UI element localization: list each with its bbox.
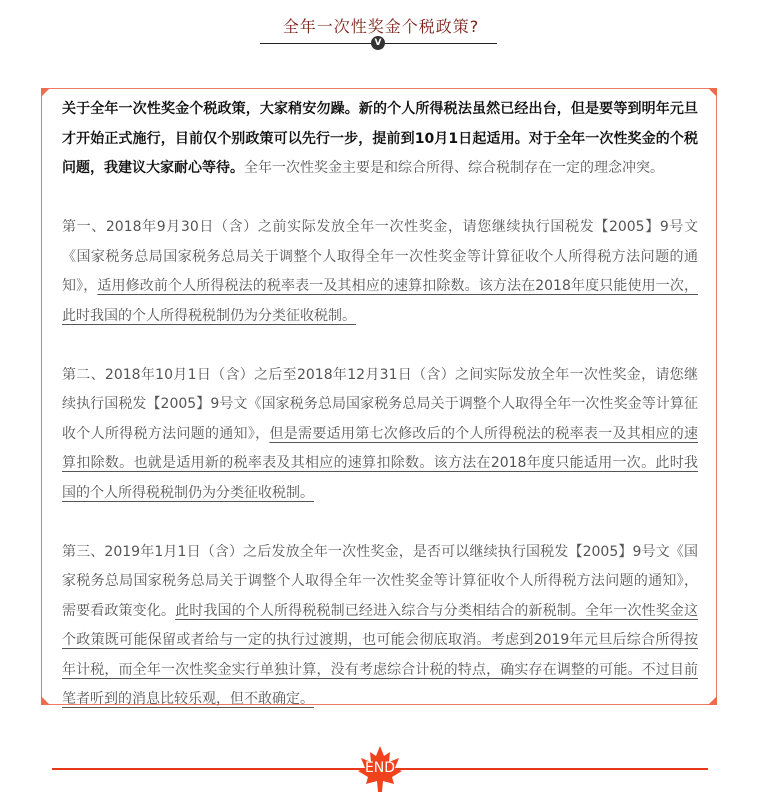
section-title: 全年一次性奖金个税政策? <box>282 17 480 36</box>
paragraph-underlined: 但是需要适用第七次修改后的个人所得税法的税率表一及其相应的速算扣除数。也就是适用新的税率表及其相应的速算扣除数。该方法在2018年度只能适用一次。此时我国的个人所得税税制仍为分类征收税制。 <box>62 425 699 501</box>
paragraph-3 <box>62 538 698 715</box>
paragraph-text: 第二、2018年10月1日（含）之后至2018年12月31日（含）之间实际发放全年一次性奖金，请您继续执行国税发【2005】9号文《国家税务总局国家税务总局关于调整个人取得全年一次性奖金等计算征收个人所得税方法问题的通知》， <box>62 366 698 442</box>
article-content <box>62 95 698 744</box>
intro-bold: 关于全年一次性奖金个税政策，大家稍安勿躁。新的个人所得税法虽然已经出台，但是要等到明年元旦才开始正式施行，目前仅个别政策可以先行一步，提前到10月1日起适用。对于全年一次性奖金的个税问题，我建议大家耐心等待。 <box>62 101 698 176</box>
corner-decoration <box>708 696 717 705</box>
corner-decoration <box>41 88 50 97</box>
article-box <box>41 88 717 705</box>
v-badge-icon: V <box>371 36 385 50</box>
intro-normal: 全年一次性奖金主要是和综合所得、综合税制存在一定的理念冲突。 <box>244 160 664 176</box>
paragraph-underlined: 此时我国的个人所得税税制已经进入综合与分类相结合的新税制。全年一次性奖金这个政策既可能保留或者给与一定的执行过渡期，也可能会彻底取消。考虑到2019年元旦后综合所得按年计税，而全年一次性奖金实行单独计算，没有考虑综合计税的特点，确实存在调整的可能。不过目前笔者听到的消息比较乐观，但不敢确定。 <box>62 602 699 707</box>
end-label: END <box>364 760 396 776</box>
intro-paragraph <box>62 95 698 184</box>
paragraph-text: 第三、2019年1月1日（含）之后发放全年一次性奖金，是否可以继续执行国税发【2005】9号文《国家税务总局国家税务总局关于调整个人取得全年一次性奖金等计算征收个人所得税方法问题的通知》，需要看政策变化。 <box>62 543 698 619</box>
paragraph-2 <box>62 361 698 509</box>
corner-decoration <box>708 88 717 97</box>
corner-decoration <box>41 696 50 705</box>
paragraph-1 <box>62 213 698 331</box>
paragraph-text: 第一、2018年9月30日（含）之前实际发放全年一次性奖金，请您继续执行国税发【2005】9号文《国家税务总局国家税务总局关于调整个人取得全年一次性奖金等计算征收个人所得税方法问题的通知》， <box>62 219 698 294</box>
paragraph-underlined: 适用修改前个人所得税法的税率表一及其相应的速算扣除数。该方法在2018年度只能使用一次，此时我国的个人所得税税制仍为分类征收税制。 <box>62 278 698 324</box>
